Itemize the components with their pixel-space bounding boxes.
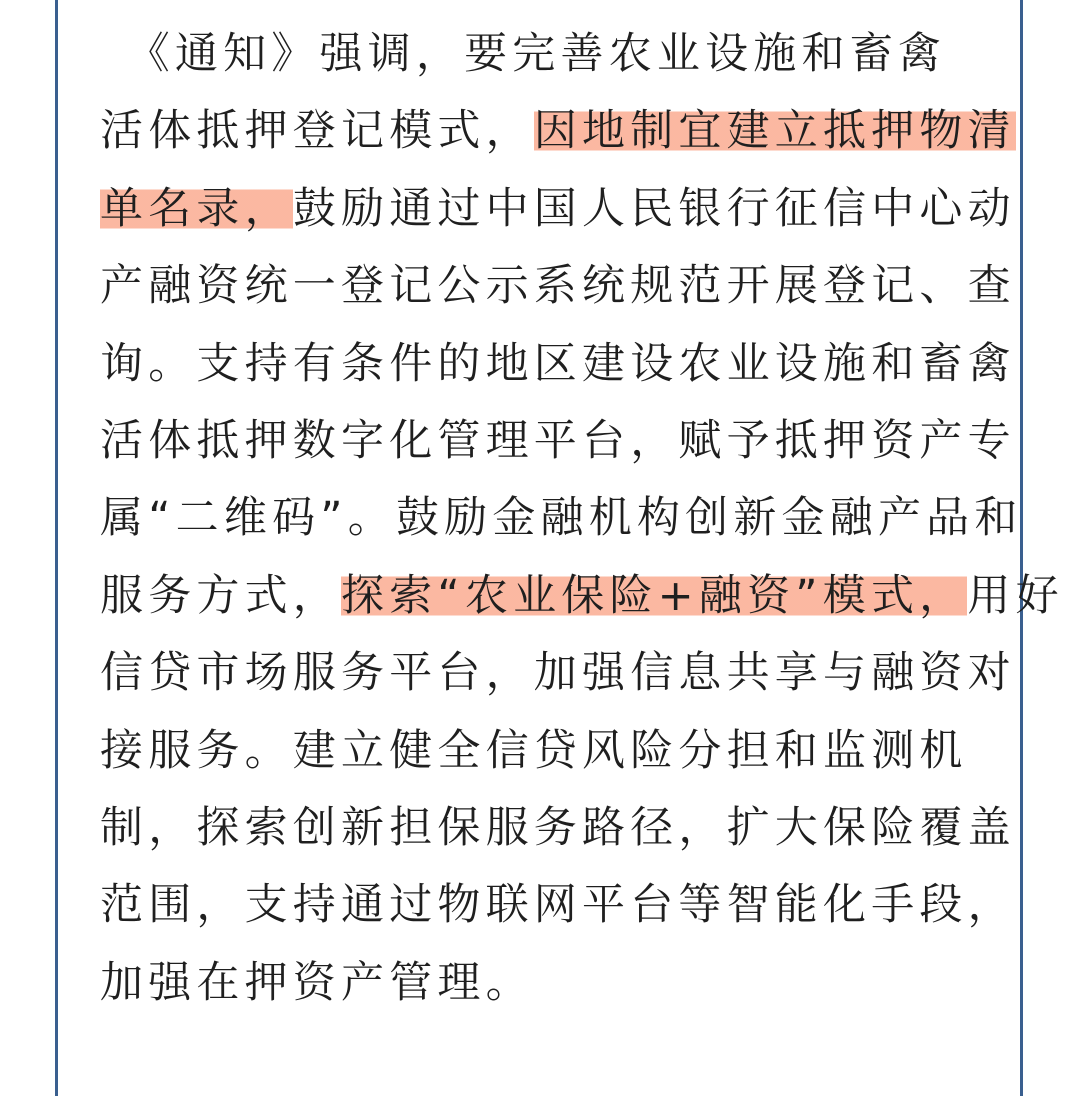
highlighted-phrase: 单名录，	[100, 183, 293, 234]
text-segment: 用好	[967, 570, 1064, 621]
text-segment: 询。支持有条件的地区建设农业设施和畜禽	[100, 338, 1016, 389]
text-segment: 活体抵押数字化管理平台，赋予抵押资产专	[100, 415, 1016, 466]
text-segment: 鼓励通过中国人民银行征信中心动	[292, 183, 1016, 234]
highlighted-phrase: 因地制宜建立抵押物清	[533, 106, 1016, 157]
text-line-6	[100, 403, 1016, 480]
text-segment: 服务方式，	[100, 570, 341, 621]
text-segment: 《通知》强调，要完善农业设施和畜禽	[100, 29, 947, 79]
text-line-11	[100, 790, 1016, 867]
text-line-4	[100, 248, 1016, 325]
text-line-10	[100, 713, 980, 790]
text-line-3	[100, 171, 1016, 248]
text-line-5	[100, 326, 1016, 403]
text-segment: 活体抵押登记模式，	[100, 106, 534, 157]
text-segment: 加强在押资产管理。	[100, 957, 534, 1008]
text-line-12	[100, 867, 1016, 944]
text-segment: 范围，支持通过物联网平台等智能化手段，	[100, 880, 1016, 931]
text-line-9	[100, 635, 1016, 712]
highlighted-phrase: 探索“农业保险+融资”模式，	[341, 570, 968, 621]
text-line-1	[100, 16, 980, 93]
text-line-13	[100, 945, 980, 1022]
text-segment: 产融资统一登记公示系统规范开展登记、查	[100, 261, 1016, 312]
text-line-7	[100, 480, 1023, 557]
text-segment: 信贷市场服务平台，加强信息共享与融资对	[100, 648, 1016, 699]
text-segment: 接服务。建立健全信贷风险分担和监测机	[100, 725, 968, 776]
text-segment: 制，探索创新担保服务路径，扩大保险覆盖	[100, 802, 1016, 853]
text-segment: 属“二维码”。鼓励金融机构创新金融产品和	[100, 493, 1023, 544]
text-line-8	[100, 558, 1064, 635]
text-line-2	[100, 93, 1016, 170]
article-body	[100, 16, 1064, 1022]
